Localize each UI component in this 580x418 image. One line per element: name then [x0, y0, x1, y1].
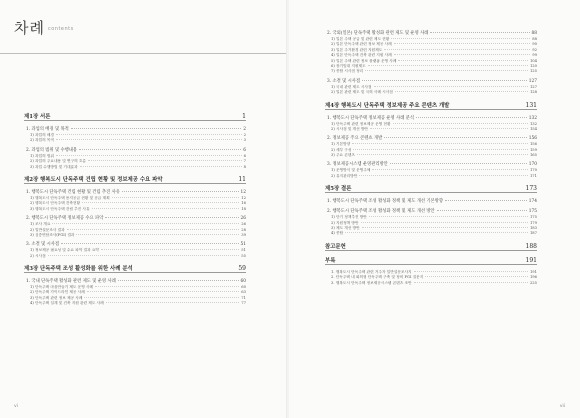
toc-entry-page: 92 — [532, 47, 537, 52]
toc-entry-title: 3) 심층면담조사(FGI) 결과 — [30, 232, 75, 237]
toc-entry-chap[interactable] — [24, 265, 246, 273]
toc-entry-page: 26 — [240, 216, 246, 222]
toc-entry-title: 2) 일본 관련 제도 및 국외 사례 시사점 — [331, 90, 393, 95]
toc-entry-page: 175 — [529, 215, 537, 220]
dot-leader — [71, 128, 241, 129]
dot-leader — [105, 217, 238, 218]
toc-entry-page: 63 — [241, 290, 246, 295]
toc-entry-page: 51 — [240, 242, 246, 248]
toc-entry-page: 188 — [525, 242, 537, 250]
toc-entry-sec[interactable] — [24, 215, 246, 222]
toc-entry-title: 부록 — [325, 257, 336, 264]
toc-entry-title: 1) 조사 개요 — [30, 222, 51, 227]
dot-leader — [394, 43, 531, 44]
toc-entry-page: 12 — [241, 195, 246, 200]
toc-entry-page: 128 — [529, 90, 537, 95]
toc-entry-title: 2) 시사점 — [30, 253, 46, 258]
left-page — [0, 0, 287, 418]
dot-leader — [437, 210, 527, 211]
toc-entry-sub[interactable] — [24, 301, 246, 306]
dot-leader — [80, 166, 242, 167]
toc-entry-title: 2) 유지관리방안 — [331, 173, 358, 178]
toc-entry-title: 3. 소결 및 시사점 — [327, 78, 361, 84]
left-page-number: vi — [14, 404, 18, 409]
toc-entry-page: 71 — [241, 295, 246, 300]
toc-entry-title: 3) 제도 개선 방안 — [331, 226, 360, 231]
toc-entry-title: 1) 단독주택 관련 정보제공 운영 현황 — [331, 121, 391, 126]
dot-leader — [56, 139, 242, 140]
toc-entry-title: 2. 행복도시 단독주택 조성 활성화 정책 및 제도 개선 방안 — [327, 209, 435, 215]
toc-entry-page: 165 — [529, 153, 537, 158]
dot-leader — [445, 200, 527, 201]
toc-entry-page: 39 — [241, 232, 246, 237]
toc-entry-sec[interactable] — [24, 126, 246, 133]
dot-leader — [368, 65, 528, 66]
toc-entry-title: 1) 단기 정책추진 방안 — [331, 215, 367, 220]
dot-leader — [112, 197, 240, 198]
toc-entry-page: 8 — [243, 164, 246, 169]
toc-entry-page: 6 — [243, 147, 246, 153]
toc-entry-title: 1) 기본방향 — [331, 142, 351, 147]
toc-entry-sub[interactable] — [24, 165, 246, 170]
toc-entry-title: 1) 과업의 배경 — [30, 133, 54, 137]
toc-entry-page: 16 — [241, 201, 246, 206]
toc-entry-title: 1. 행복도시 단독주택 관련 거주자 일반설문조사지 — [331, 269, 412, 274]
toc-entry-title: 3) 일본 주거환경 관련 지원제도 — [331, 47, 383, 52]
toc-entry-page: 170 — [528, 162, 537, 168]
toc-entry-sub[interactable] — [325, 90, 537, 95]
toc-entry-sub[interactable] — [325, 281, 537, 286]
toc-entry-page: 183 — [529, 226, 537, 231]
toc-entry-page: 77 — [241, 301, 246, 306]
toc-entry-sub[interactable] — [325, 231, 537, 236]
toc-entry-title: 2. 정보제공 주요 콘텐츠 개발 — [327, 136, 383, 142]
toc-entry-title: 1) 일본 주택 공급 및 관련 제도 현황 — [331, 37, 390, 41]
right-page — [289, 0, 580, 418]
dot-leader — [369, 216, 528, 217]
toc-entry-title: 4) 종합 — [331, 231, 344, 236]
toc-entry-title: 2. 국외(일본) 단독주택 활성화 관련 제도 및 운영 사례 — [327, 31, 429, 36]
dot-leader — [361, 222, 528, 223]
toc-entry-title: 2) 과업의 목적 — [30, 138, 54, 143]
dot-leader — [362, 80, 527, 81]
toc-entry-page: 104 — [529, 58, 537, 63]
dot-leader — [391, 38, 530, 39]
toc-entry-title: 제4장 행복도시 단독주택 정보제공 주요 콘텐츠 개발 — [325, 102, 450, 109]
dot-leader — [372, 169, 528, 170]
toc-entry-page: 2 — [243, 133, 246, 137]
toc-entry-title: 1. 과업의 배경 및 목적 — [26, 127, 69, 132]
toc-entry-page: 12 — [240, 189, 246, 195]
toc-entry-title: 제3장 단독주택 조성 활성화를 위한 사례 분석 — [24, 266, 133, 273]
toc-entry-title: 1) 과업의 범위 — [30, 153, 54, 158]
toc-entry-page: 191 — [529, 269, 537, 274]
toc-entry-page: 127 — [528, 78, 537, 84]
toc-entry-sub[interactable] — [325, 127, 537, 132]
toc-entry-page: 132 — [529, 121, 537, 126]
toc-entry-title: 6) 장기임대 지원제도 — [331, 63, 366, 68]
toc-entry-title: 1) 국내 관련 제도 시사점 — [331, 84, 372, 89]
toc-entry-title: 3. 행복도시 단독주택 정보제공시스템 콘텐츠 조안 — [331, 280, 412, 285]
toc-entry-page: 159 — [529, 147, 537, 152]
toc-entry-page: 90 — [532, 42, 537, 47]
toc-entry-chap[interactable] — [325, 243, 537, 251]
dot-leader — [79, 149, 241, 150]
toc-entry-title: 1) 정보제공 필요성 및 수요 파악 결과 요약 — [30, 248, 99, 253]
toc-entry-title: 3. 소결 및 시사점 — [26, 242, 60, 248]
toc-entry-sec[interactable] — [325, 198, 537, 205]
toc-entry-title: 2. 단독주택 내 회의형 단독주택 구축 및 정비 FGI 질문지 — [331, 275, 424, 280]
toc-entry-page: 127 — [529, 84, 537, 89]
toc-entry-page: 88 — [531, 31, 537, 36]
dot-leader — [430, 32, 529, 33]
toc-entry-sub[interactable] — [24, 138, 246, 143]
dot-leader — [398, 60, 528, 61]
toc-entry-page: 2 — [243, 127, 246, 132]
toc-entry-title: 2. 행복도시 단독주택 정보제공 수요 파악 — [26, 216, 104, 222]
dot-leader — [370, 128, 528, 129]
dot-leader — [416, 117, 527, 118]
dot-leader — [414, 282, 528, 283]
dot-leader — [374, 86, 528, 87]
toc-entry-page: 174 — [528, 199, 537, 205]
dot-leader — [384, 137, 527, 138]
dot-leader — [101, 249, 239, 250]
toc-entry-title: 1. 국내 단독주택 활성화 관련 제도 및 운영 사례 — [26, 279, 116, 285]
dot-leader — [87, 291, 240, 292]
dot-leader — [84, 297, 239, 298]
toc-entry-page: 60 — [241, 285, 246, 290]
toc-entry-page: 225 — [529, 280, 537, 285]
toc-entry-sub[interactable] — [325, 153, 537, 158]
toc-entry-title: 1) 단독주택 마을만들기 제도 운영 사례 — [30, 285, 94, 290]
dot-leader — [48, 255, 240, 256]
toc-entry-title: 1) 운영방식 및 운영주체 — [331, 168, 371, 173]
toc-entry-sub[interactable] — [24, 207, 246, 212]
right-toc-column — [325, 27, 537, 286]
toc-entry-page: 55 — [241, 253, 246, 258]
toc-entry-page: 125 — [529, 69, 537, 74]
toc-entry-page: 3 — [243, 138, 246, 143]
toc-entry-page: 132 — [528, 115, 537, 121]
toc-entry-title: 2) 단독주택 가이드라인 제공 사례 — [30, 290, 85, 295]
dot-leader — [118, 280, 239, 281]
toc-entry-page: 11 — [238, 175, 246, 183]
toc-entry-page: 196 — [529, 275, 537, 280]
toc-entry-page: 154 — [529, 126, 537, 131]
toc-heading — [14, 17, 74, 38]
toc-entry-title: 3) 주요 콘텐츠 — [331, 153, 355, 158]
toc-entry-page: 156 — [529, 142, 537, 147]
toc-entry-page: 6 — [243, 153, 246, 158]
dot-leader — [390, 163, 527, 164]
toc-entry-page: 131 — [525, 101, 537, 109]
dot-leader — [362, 227, 528, 228]
toc-entry-sub[interactable] — [24, 254, 246, 259]
dot-leader — [365, 70, 528, 71]
toc-entry-chap[interactable] — [325, 257, 537, 265]
dot-leader — [393, 123, 528, 124]
toc-entry-page: 26 — [241, 222, 246, 227]
dot-leader — [92, 208, 240, 209]
toc-entry-sub[interactable] — [24, 233, 246, 238]
toc-entry-sec[interactable] — [325, 30, 537, 37]
dot-leader — [394, 54, 531, 55]
toc-entry-title: 제5장 결론 — [325, 186, 352, 193]
toc-entry-page: 187 — [529, 231, 537, 236]
toc-entry-title: 2) 일반설문조사 결과 — [30, 227, 65, 232]
dot-leader — [384, 49, 530, 50]
dot-leader — [88, 160, 242, 161]
toc-entry-sec[interactable] — [325, 115, 537, 122]
toc-entry-title: 4) 일본 단독주택 건축 관련 지원 사례 — [331, 53, 392, 58]
dot-leader — [352, 143, 528, 144]
toc-entry-sec[interactable] — [24, 189, 246, 196]
toc-entry-title: 3) 과업 수행방법 및 기대효과 — [30, 164, 78, 169]
toc-entry-page: 191 — [525, 256, 537, 264]
toc-entry-page: 59 — [238, 265, 246, 273]
toc-entry-title: 3) 행복도시 단독주택 건립 추진 사유 — [30, 206, 90, 211]
toc-entry-chap[interactable] — [24, 176, 246, 184]
toc-title: 차례 — [14, 19, 45, 37]
toc-entry-title: 제1장 서론 — [24, 114, 51, 120]
toc-entry-chap[interactable] — [325, 185, 537, 193]
toc-entry-page: 170 — [529, 168, 537, 173]
toc-entry-title: 1) 행복도시 단독주택 용지공급 현황 및 공급 계획 — [30, 195, 110, 200]
toc-entry-title: 2) 시사점 및 개선 방안 — [331, 126, 368, 131]
toc-entry-title: 2) 세부 구성 — [331, 147, 352, 152]
toc-entry-page: 175 — [528, 209, 537, 215]
dot-leader — [67, 229, 240, 230]
dot-leader — [353, 149, 528, 150]
toc-entry-chap[interactable] — [24, 113, 246, 121]
left-toc-column — [24, 107, 246, 307]
toc-entry-title: 2) 지원정책 방안 — [331, 220, 359, 225]
toc-entry-page: 99 — [532, 53, 537, 58]
toc-entry-title: 2) 행복도시 단독주택 건축현황 — [30, 201, 81, 206]
dot-leader — [357, 154, 528, 155]
toc-entry-title: 1. 행복도시 단독주택 정보제공 운영 사례 분석 — [327, 115, 415, 121]
toc-entry-page: 28 — [241, 227, 246, 232]
toc-entry-sec[interactable] — [325, 135, 537, 142]
toc-entry-sec[interactable] — [24, 147, 246, 154]
dot-leader — [76, 234, 239, 235]
dot-leader — [106, 302, 240, 303]
dot-leader — [425, 276, 528, 277]
toc-entry-sub[interactable] — [325, 69, 537, 74]
dot-leader — [95, 286, 239, 287]
toc-entry-page: 88 — [532, 37, 537, 41]
toc-entry-page: 51 — [241, 248, 246, 253]
dot-leader — [56, 155, 242, 156]
dot-leader — [61, 243, 238, 244]
dot-leader — [56, 134, 242, 135]
toc-entry-page: 171 — [529, 173, 537, 178]
toc-entry-title: 3) 단독주택 관련 정보 제공 사례 — [30, 295, 83, 300]
toc-entry-title: 참고문헌 — [325, 243, 346, 250]
right-page-number: vii — [559, 404, 565, 409]
toc-entry-page: 1 — [242, 113, 246, 120]
dot-leader — [359, 175, 528, 176]
toc-entry-title: 2) 일본 단독주택 관련 정보 제공 사례 — [331, 42, 392, 47]
dot-leader — [395, 91, 528, 92]
toc-subtitle: contents — [47, 26, 74, 32]
toc-entry-title: 5) 일본 주택 관련 정보 플랫폼 운영 사례 — [331, 58, 397, 63]
toc-entry-page: 120 — [529, 63, 537, 68]
toc-entry-sec[interactable] — [325, 78, 537, 85]
toc-entry-sub[interactable] — [325, 174, 537, 179]
toc-entry-page: 60 — [240, 279, 246, 285]
toc-entry-page: 7 — [243, 159, 246, 164]
dot-leader — [52, 223, 239, 224]
toc-entry-title: 4) 단독주택 설계 및 건축 지원 관련 제도 사례 — [30, 301, 104, 306]
toc-entry-title: 2) 과업의 주요내용 및 연구의 흐름 — [30, 159, 86, 164]
toc-entry-title: 3. 정보제공시스템 운영관리방안 — [327, 162, 388, 168]
heading-rule — [0, 53, 287, 54]
toc-entry-title: 7) 종합 시사점 정리 — [331, 69, 364, 74]
toc-entry-title: 제2장 행복도시 단독주택 건립 현황 및 정보제공 수요 파악 — [24, 176, 163, 183]
toc-entry-title: 2. 과업의 범위 및 수행내용 — [26, 147, 78, 153]
toc-entry-page: 18 — [241, 206, 246, 211]
dot-leader — [414, 271, 528, 272]
toc-entry-page: 179 — [529, 220, 537, 225]
toc-entry-title: 1. 행복도시 단독주택 건립 현황 및 건립 추진 사유 — [26, 189, 120, 195]
toc-entry-page: 156 — [528, 136, 537, 142]
toc-entry-page: 173 — [525, 185, 537, 193]
dot-leader — [345, 232, 528, 233]
dot-leader — [122, 191, 239, 192]
toc-entry-chap[interactable] — [325, 102, 537, 110]
dot-leader — [82, 202, 239, 203]
toc-entry-title: 1. 행복도시 단독주택 조성 활성화 정책 및 제도 개선 기본방향 — [327, 199, 444, 205]
